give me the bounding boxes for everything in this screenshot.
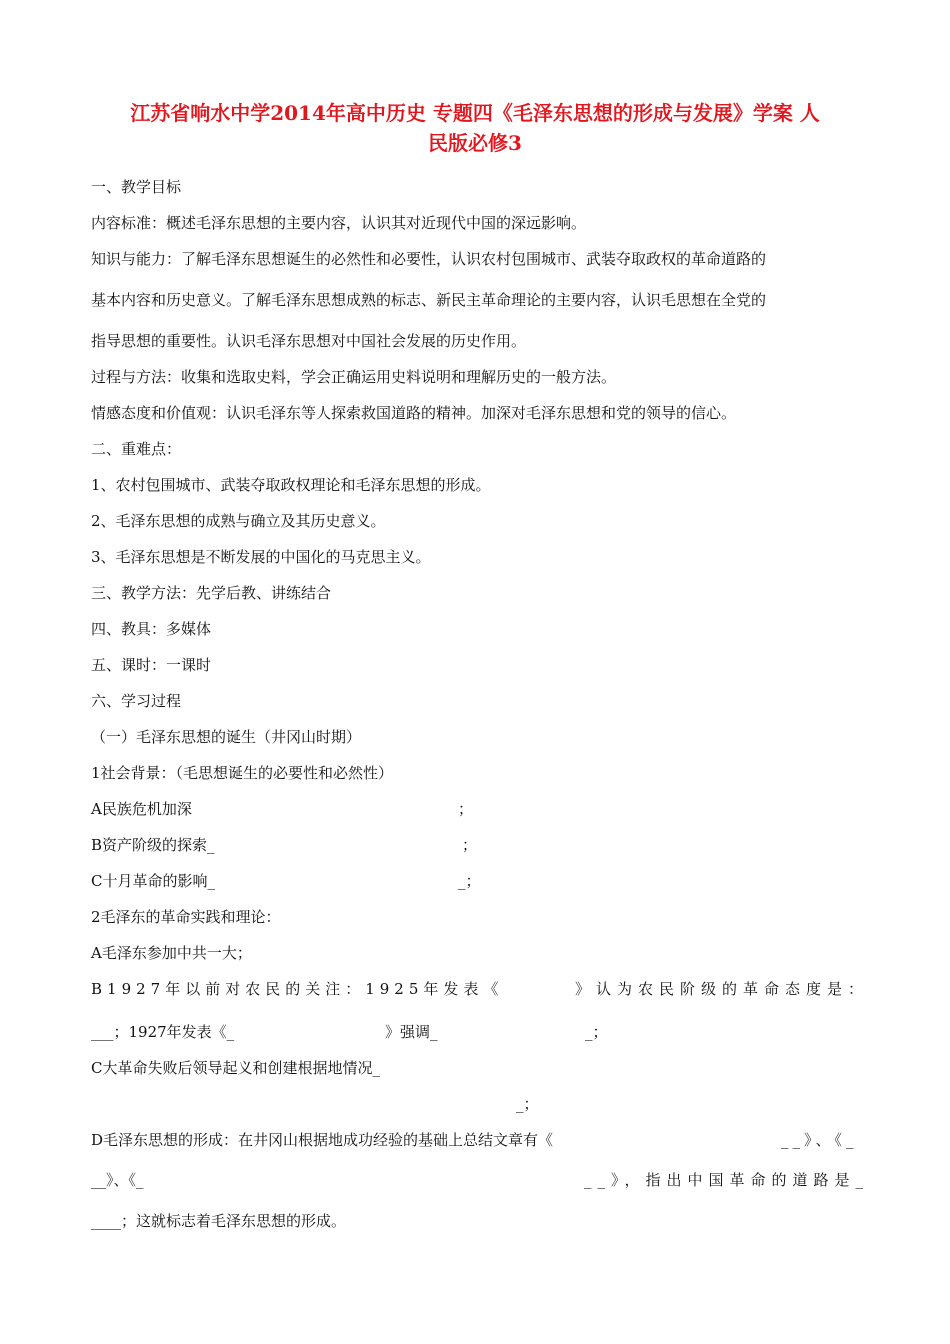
section-3-heading: 三、教学方法：先学后教、讲练结合: [91, 584, 332, 602]
section-1-heading: 一、教学目标: [91, 178, 182, 196]
attitude-values: 情感态度和价值观：认识毛泽东等人探索救国道路的精神。加深对毛泽东思想和党的领导的信心。: [91, 404, 737, 422]
background-c: C十月革命的影响_: [91, 872, 215, 890]
practice-b-text-2: 》认为农民阶级的革命态度是：: [575, 980, 870, 998]
knowledge-line-3: 指导思想的重要性。认识毛泽东思想对中国社会发展的历史作用。: [91, 332, 527, 350]
practice-b-text-4: 》强调_: [385, 1023, 438, 1041]
background-a: A民族危机加深: [91, 800, 192, 818]
knowledge-line-1: 知识与能力：了解毛泽东思想诞生的必然性和必要性，认识农村包围城市、武装夺取政权的革命道路的: [91, 250, 767, 268]
background-b-blank-end: ；: [462, 836, 478, 854]
document-title: [60, 98, 890, 158]
practice-d-text-5: ____；这就标志着毛泽东思想的形成。: [91, 1212, 347, 1230]
practice-d-text-3: __》、《_: [91, 1171, 144, 1189]
practice-heading: 2毛泽东的革命实践和理论：: [91, 908, 281, 926]
section-5-heading: 五、课时：一课时: [91, 656, 212, 674]
section-2-heading: 二、重难点：: [91, 440, 182, 458]
section-6-heading: 六、学习过程: [91, 692, 182, 710]
content-standard: 内容标准：概述毛泽东思想的主要内容，认识其对近现代中国的深远影响。: [91, 214, 587, 232]
process-method: 过程与方法：收集和选取史料，学会正确运用史料说明和理解历史的一般方法。: [91, 368, 617, 386]
practice-c: C大革命失败后领导起义和创建根据地情况_: [91, 1059, 380, 1077]
key-point-2: 2、毛泽东思想的成熟与确立及其历史意义。: [91, 512, 386, 530]
practice-a: A毛泽东参加中共一大；: [91, 944, 252, 962]
section-4-heading: 四、教具：多媒体: [91, 620, 212, 638]
title-line-1: 江苏省响水中学2014年高中历史 专题四《毛泽东思想的形成与发展》学案 人: [130, 101, 820, 125]
knowledge-line-2: 基本内容和历史意义。了解毛泽东思想成熟的标志、新民主革命理论的主要内容，认识毛思想在全党的: [91, 291, 767, 309]
practice-c-blank-end: _；: [516, 1095, 539, 1113]
background-c-blank-end: _；: [458, 872, 481, 890]
practice-b-text-5: _；: [585, 1023, 608, 1041]
social-background-heading: 1社会背景：（毛思想诞生的必要性和必然性）: [91, 764, 394, 782]
title-line-2: 民版必修3: [428, 131, 522, 155]
subsection-1-heading: （一）毛泽东思想的诞生（井冈山时期）: [91, 728, 362, 746]
practice-d-text-2: __》、《_: [781, 1131, 858, 1149]
background-a-blank-end: ；: [458, 800, 474, 818]
background-b: B资产阶级的探索_: [91, 836, 215, 854]
practice-d-text-4: __》，指出中国革命的道路是_: [584, 1171, 870, 1189]
practice-d-text-1: D毛泽东思想的形成：在井冈山根据地成功经验的基础上总结文章有《: [91, 1131, 554, 1149]
practice-b-text-1: B1927年以前对农民的关注：1925年发表《: [91, 980, 504, 998]
practice-b-text-3: ___；1927年发表《_: [91, 1023, 235, 1041]
key-point-3: 3、毛泽东思想是不断发展的中国化的马克思主义。: [91, 548, 431, 566]
key-point-1: 1、农村包围城市、武装夺取政权理论和毛泽东思想的形成。: [91, 476, 491, 494]
